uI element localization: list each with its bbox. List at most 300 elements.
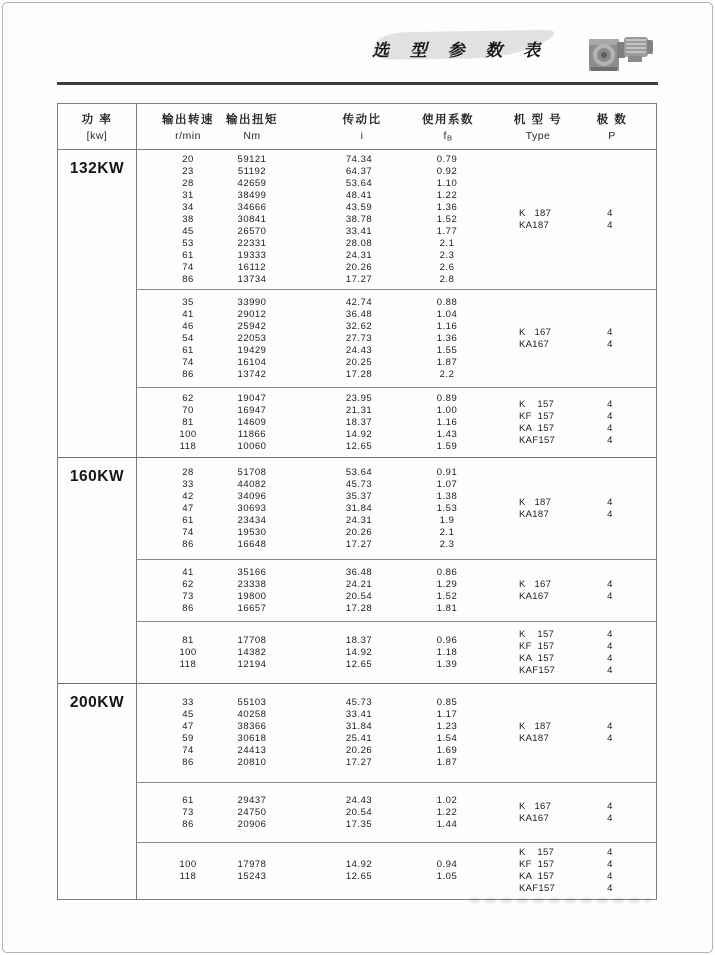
value-cell-type: K 187: [519, 207, 552, 219]
value-cell-service-factor: 1.22: [436, 189, 458, 201]
value-cell-torque: 30841: [237, 213, 267, 225]
value-cell-service-factor: 1.29: [436, 578, 458, 590]
value-cell-type: K 167: [519, 800, 552, 812]
header-rule: [57, 82, 658, 85]
col-ratio-values: [346, 154, 372, 286]
power-cell: [58, 150, 137, 457]
value-cell-type: KA167: [519, 812, 550, 824]
value-cell-torque: 12194: [237, 658, 267, 670]
value-cell-torque: 33990: [237, 296, 267, 308]
value-cell-torque: 35166: [237, 566, 267, 578]
value-cell-ratio: 12.65: [345, 440, 373, 452]
col-torque-values: [238, 635, 267, 671]
value-cell-service-factor: 1.10: [436, 177, 458, 189]
power-section-132kw: [58, 150, 656, 457]
value-cell-torque: 16648: [237, 538, 267, 550]
value-cell-ratio: 45.73: [345, 478, 373, 490]
value-cell-rpm: 41: [182, 308, 194, 320]
value-cell-poles: 4: [607, 434, 613, 446]
value-cell-rpm: 31: [182, 189, 194, 201]
value-cell-torque: 22053: [237, 332, 267, 344]
header-label-en: r/min: [175, 130, 201, 142]
section-blocks: [137, 150, 656, 457]
value-cell-service-factor: 1.69: [436, 745, 458, 756]
col-rpm-values: [182, 297, 194, 381]
value-cell-ratio: 31.84: [345, 502, 373, 514]
value-cell-ratio: 23.95: [345, 392, 373, 404]
value-cell-rpm: 41: [182, 566, 194, 578]
value-cell-poles: 4: [607, 721, 613, 732]
value-cell-type: K 187: [519, 721, 552, 732]
value-cell-rpm: 81: [182, 416, 194, 428]
header-label-en: $f_B$: [443, 129, 453, 143]
value-cell-type: KA167: [519, 338, 550, 350]
value-cell-ratio: 17.28: [345, 602, 373, 614]
value-cell-ratio: 27.73: [345, 332, 373, 344]
col-poles-values: [607, 327, 613, 351]
value-cell-service-factor: 1.07: [436, 478, 458, 490]
header-power: [58, 104, 137, 149]
value-cell-service-factor: 1.52: [436, 590, 458, 602]
value-cell-ratio: 35.37: [345, 490, 373, 502]
col-rpm-values: [182, 154, 194, 286]
value-cell-torque: 44082: [237, 478, 267, 490]
col-torque-values: [238, 697, 267, 769]
value-cell-ratio: 17.27: [345, 273, 373, 285]
value-cell-rpm: 100: [179, 646, 197, 658]
value-cell-type: KA187: [519, 219, 550, 231]
col-rpm-values: [182, 467, 194, 551]
header-label-en: P: [608, 130, 616, 142]
value-cell-ratio: 36.48: [345, 566, 373, 578]
value-cell-type: KAF157: [519, 883, 556, 894]
col-type-values: [519, 497, 551, 521]
value-cell-service-factor: 1.17: [436, 709, 458, 720]
parameter-block: [137, 289, 656, 387]
header-label-zh: 使用系数: [422, 113, 474, 126]
value-cell-ratio: 32.62: [345, 320, 373, 332]
col-torque-values: [238, 859, 267, 883]
value-cell-torque: 23434: [237, 514, 267, 526]
value-cell-type: K 167: [519, 578, 552, 590]
parameter-block: [137, 782, 656, 842]
value-cell-ratio: 20.26: [345, 526, 373, 538]
value-cell-service-factor: 1.39: [436, 658, 458, 670]
col-ratio-values: [346, 297, 372, 381]
value-cell-torque: 22331: [237, 237, 267, 249]
value-cell-type: K 157: [519, 628, 555, 640]
value-cell-rpm: 47: [182, 721, 194, 732]
value-cell-rpm: 74: [182, 745, 194, 756]
value-cell-torque: 34666: [237, 201, 267, 213]
col-type-values: [519, 208, 551, 232]
value-cell-torque: 38366: [237, 721, 267, 732]
print-bleed-artifact: [470, 898, 650, 903]
value-cell-torque: 38499: [237, 189, 267, 201]
value-cell-ratio: 18.37: [345, 634, 373, 646]
col-torque-values: [238, 795, 267, 831]
header-label-en: i: [360, 130, 364, 142]
value-cell-service-factor: 0.96: [436, 634, 458, 646]
value-cell-service-factor: 0.88: [436, 296, 458, 308]
col-poles-values: [607, 579, 613, 603]
col-rpm-values: [182, 697, 194, 769]
value-cell-ratio: 20.25: [345, 356, 373, 368]
col-poles-values: [607, 801, 613, 825]
value-cell-torque: 24750: [237, 806, 267, 818]
value-cell-rpm: 20: [182, 153, 194, 165]
value-cell-poles: 4: [607, 326, 613, 338]
header-label-subscript: B: [446, 133, 453, 143]
value-cell-torque: 16112: [237, 261, 267, 273]
value-cell-torque: 20810: [237, 757, 267, 768]
value-cell-ratio: 53.64: [345, 466, 373, 478]
value-cell-ratio: 42.74: [345, 296, 373, 308]
value-cell-service-factor: 0.91: [436, 466, 458, 478]
value-cell-ratio: 38.78: [345, 213, 373, 225]
col-service-factor-values: [437, 697, 458, 769]
value-cell-torque: 25942: [237, 320, 267, 332]
header-service-factor: [422, 104, 474, 149]
value-cell-torque: 55103: [237, 697, 267, 708]
power-cell: [58, 684, 137, 899]
value-cell-ratio: 14.92: [345, 428, 373, 440]
value-cell-service-factor: 1.00: [436, 404, 458, 416]
value-cell-rpm: 38: [182, 213, 194, 225]
value-cell-poles: 4: [607, 207, 613, 219]
col-type-values: [519, 579, 551, 603]
value-cell-torque: 51708: [237, 466, 267, 478]
value-cell-torque: 19530: [237, 526, 267, 538]
value-cell-ratio: 18.37: [345, 416, 373, 428]
value-cell-torque: 29437: [237, 794, 267, 806]
value-cell-service-factor: 1.36: [436, 332, 458, 344]
value-cell-type: KF 157: [519, 410, 555, 422]
value-cell-service-factor: 2.1: [439, 526, 455, 538]
parameter-block: [137, 458, 656, 559]
col-poles-values: [607, 847, 613, 895]
value-cell-ratio: 48.41: [345, 189, 373, 201]
value-cell-rpm: 59: [182, 733, 194, 744]
col-ratio-values: [346, 859, 372, 883]
col-poles-values: [607, 721, 613, 745]
value-cell-service-factor: 2.3: [439, 538, 455, 550]
value-cell-rpm: 42: [182, 490, 194, 502]
col-torque-values: [238, 297, 267, 381]
value-cell-ratio: 14.92: [345, 646, 373, 658]
value-cell-torque: 29012: [237, 308, 267, 320]
value-cell-poles: 4: [607, 508, 613, 520]
value-cell-rpm: 118: [179, 440, 197, 452]
value-cell-poles: 4: [607, 496, 613, 508]
header-type: [514, 104, 562, 149]
parameter-block: [137, 842, 656, 899]
value-cell-type: KA 157: [519, 652, 555, 664]
header-rpm: [162, 104, 214, 149]
power-section-200kw: [58, 683, 656, 899]
value-cell-torque: 15243: [237, 871, 267, 882]
col-torque-values: [238, 567, 267, 615]
power-label: 132KW: [69, 160, 125, 177]
value-cell-ratio: 33.41: [345, 225, 373, 237]
value-cell-rpm: 86: [182, 818, 194, 830]
value-cell-service-factor: 2.6: [439, 261, 455, 273]
value-cell-type: KA 157: [519, 422, 555, 434]
parameter-block: [137, 559, 656, 621]
value-cell-type: K 187: [519, 496, 552, 508]
col-ratio-values: [346, 635, 372, 671]
value-cell-rpm: 73: [182, 806, 194, 818]
col-service-factor-values: [437, 154, 458, 286]
value-cell-poles: 4: [607, 664, 613, 676]
value-cell-rpm: 86: [182, 538, 194, 550]
value-cell-ratio: 17.28: [345, 368, 373, 380]
header-torque: [226, 104, 278, 149]
value-cell-service-factor: 1.81: [436, 602, 458, 614]
header-poles: [597, 104, 628, 149]
value-cell-service-factor: 1.16: [436, 416, 458, 428]
col-poles-values: [607, 497, 613, 521]
value-cell-poles: 4: [607, 652, 613, 664]
value-cell-torque: 19800: [237, 590, 267, 602]
value-cell-ratio: 31.84: [345, 721, 373, 732]
col-type-values: [519, 847, 555, 895]
value-cell-rpm: 86: [182, 368, 194, 380]
value-cell-rpm: 61: [182, 249, 194, 261]
value-cell-poles: 4: [607, 871, 613, 882]
value-cell-rpm: 61: [182, 514, 194, 526]
value-cell-torque: 24413: [237, 745, 267, 756]
value-cell-service-factor: 0.86: [436, 566, 458, 578]
value-cell-poles: 4: [607, 640, 613, 652]
value-cell-ratio: 20.54: [345, 806, 373, 818]
value-cell-torque: 13734: [237, 273, 267, 285]
value-cell-torque: 40258: [237, 709, 267, 720]
col-poles-values: [607, 399, 613, 447]
header-label-zh: 输出扭矩: [226, 114, 278, 126]
value-cell-torque: 10060: [237, 440, 267, 452]
value-cell-service-factor: 1.36: [436, 201, 458, 213]
value-cell-rpm: 81: [182, 634, 194, 646]
col-ratio-values: [346, 567, 372, 615]
table-body: [58, 150, 656, 899]
value-cell-poles: 4: [607, 398, 613, 410]
value-cell-ratio: 74.34: [345, 153, 373, 165]
power-label: 160KW: [69, 468, 125, 485]
header-label-zh: 传动比: [342, 114, 382, 126]
value-cell-service-factor: 1.38: [436, 490, 458, 502]
parameter-block: [137, 387, 656, 457]
col-service-factor-values: [437, 567, 458, 615]
col-rpm-values: [179, 859, 196, 883]
value-cell-service-factor: 1.59: [436, 440, 458, 452]
value-cell-service-factor: 1.87: [436, 356, 458, 368]
value-cell-rpm: 86: [182, 273, 194, 285]
value-cell-service-factor: 1.87: [436, 757, 458, 768]
value-cell-service-factor: 2.1: [439, 237, 455, 249]
col-poles-values: [607, 208, 613, 232]
col-type-values: [519, 327, 551, 351]
value-cell-poles: 4: [607, 628, 613, 640]
value-cell-poles: 4: [607, 422, 613, 434]
value-cell-poles: 4: [607, 338, 613, 350]
value-cell-ratio: 12.65: [345, 871, 373, 882]
value-cell-torque: 59121: [237, 153, 267, 165]
value-cell-service-factor: 1.23: [436, 721, 458, 732]
value-cell-rpm: 54: [182, 332, 194, 344]
value-cell-rpm: 86: [182, 757, 194, 768]
value-cell-rpm: 62: [182, 392, 194, 404]
value-cell-torque: 51192: [237, 165, 267, 177]
value-cell-rpm: 100: [179, 859, 197, 870]
value-cell-rpm: 70: [182, 404, 194, 416]
value-cell-ratio: 64.37: [345, 165, 373, 177]
header-label-zh: 极 数: [596, 114, 628, 126]
parameter-block: [137, 150, 656, 289]
parameter-table: [57, 103, 657, 900]
value-cell-rpm: 74: [182, 261, 194, 273]
value-cell-service-factor: 1.52: [436, 213, 458, 225]
col-service-factor-values: [437, 297, 458, 381]
col-rpm-values: [182, 567, 194, 615]
value-cell-service-factor: 0.85: [436, 697, 458, 708]
value-cell-torque: 23338: [237, 578, 267, 590]
value-cell-ratio: 33.41: [345, 709, 373, 720]
value-cell-rpm: 23: [182, 165, 194, 177]
value-cell-service-factor: 1.05: [436, 871, 458, 882]
col-type-values: [519, 629, 555, 677]
value-cell-ratio: 43.59: [345, 201, 373, 213]
value-cell-torque: 14382: [237, 646, 267, 658]
col-poles-values: [607, 629, 613, 677]
col-ratio-values: [346, 393, 372, 453]
value-cell-ratio: 25.41: [345, 733, 373, 744]
value-cell-torque: 17708: [237, 634, 267, 646]
value-cell-poles: 4: [607, 219, 613, 231]
value-cell-torque: 16657: [237, 602, 267, 614]
value-cell-type: KAF157: [519, 664, 556, 676]
value-cell-rpm: 33: [182, 697, 194, 708]
value-cell-rpm: 74: [182, 356, 194, 368]
value-cell-type: KA 157: [519, 871, 555, 882]
header-label-zh: 机 型 号: [513, 114, 563, 126]
power-cell: [58, 458, 137, 683]
value-cell-service-factor: 1.43: [436, 428, 458, 440]
col-rpm-values: [182, 795, 194, 831]
col-service-factor-values: [437, 393, 458, 453]
col-type-values: [519, 399, 555, 447]
value-cell-rpm: 45: [182, 225, 194, 237]
power-section-160kw: [58, 457, 656, 683]
col-ratio-values: [346, 697, 372, 769]
value-cell-rpm: 34: [182, 201, 194, 213]
value-cell-service-factor: 0.79: [436, 153, 458, 165]
value-cell-poles: 4: [607, 590, 613, 602]
value-cell-service-factor: 0.89: [436, 392, 458, 404]
gearmotor-photo-icon: [584, 30, 658, 76]
value-cell-torque: 30618: [237, 733, 267, 744]
value-cell-ratio: 21.31: [345, 404, 373, 416]
value-cell-rpm: 73: [182, 590, 194, 602]
col-service-factor-values: [437, 635, 458, 671]
value-cell-rpm: 100: [179, 428, 197, 440]
value-cell-rpm: 118: [179, 871, 197, 882]
col-type-values: [519, 801, 551, 825]
value-cell-rpm: 46: [182, 320, 194, 332]
value-cell-service-factor: 2.3: [439, 249, 455, 261]
value-cell-poles: 4: [607, 578, 613, 590]
value-cell-ratio: 14.92: [345, 859, 373, 870]
value-cell-rpm: 53: [182, 237, 194, 249]
value-cell-ratio: 24.31: [345, 514, 373, 526]
value-cell-poles: 4: [607, 847, 613, 858]
value-cell-torque: 42659: [237, 177, 267, 189]
value-cell-torque: 20906: [237, 818, 267, 830]
value-cell-service-factor: 2.2: [439, 368, 455, 380]
value-cell-rpm: 28: [182, 177, 194, 189]
value-cell-torque: 26570: [237, 225, 267, 237]
parameter-block: [137, 684, 656, 782]
value-cell-ratio: 24.43: [345, 794, 373, 806]
header-label-zh: 输出转速: [162, 114, 214, 126]
col-type-values: [519, 721, 551, 745]
value-cell-rpm: 45: [182, 709, 194, 720]
value-cell-type: KA167: [519, 590, 550, 602]
value-cell-service-factor: 1.53: [436, 502, 458, 514]
value-cell-ratio: 36.48: [345, 308, 373, 320]
value-cell-ratio: 45.73: [345, 697, 373, 708]
value-cell-torque: 19333: [237, 249, 267, 261]
header-label-en: Type: [525, 130, 551, 142]
value-cell-ratio: 24.31: [345, 249, 373, 261]
value-cell-service-factor: 1.04: [436, 308, 458, 320]
value-cell-poles: 4: [607, 733, 613, 744]
value-cell-torque: 13742: [237, 368, 267, 380]
value-cell-service-factor: 1.16: [436, 320, 458, 332]
value-cell-ratio: 17.27: [345, 538, 373, 550]
value-cell-torque: 34096: [237, 490, 267, 502]
col-ratio-values: [346, 795, 372, 831]
value-cell-service-factor: 1.18: [436, 646, 458, 658]
value-cell-rpm: 61: [182, 794, 194, 806]
col-ratio-values: [346, 467, 372, 551]
value-cell-torque: 17978: [237, 859, 267, 870]
value-cell-poles: 4: [607, 800, 613, 812]
value-cell-rpm: 86: [182, 602, 194, 614]
value-cell-service-factor: 1.9: [439, 514, 455, 526]
value-cell-type: K 157: [519, 398, 555, 410]
value-cell-poles: 4: [607, 812, 613, 824]
value-cell-poles: 4: [607, 410, 613, 422]
col-service-factor-values: [437, 859, 458, 883]
value-cell-type: KF 157: [519, 859, 555, 870]
value-cell-service-factor: 1.02: [436, 794, 458, 806]
value-cell-torque: 16104: [237, 356, 267, 368]
value-cell-type: K 167: [519, 326, 552, 338]
value-cell-rpm: 74: [182, 526, 194, 538]
value-cell-service-factor: 1.22: [436, 806, 458, 818]
value-cell-type: KA187: [519, 733, 550, 744]
value-cell-torque: 11866: [237, 428, 267, 440]
header-label-zh: 功 率: [81, 114, 113, 126]
value-cell-service-factor: 0.94: [436, 859, 458, 870]
value-cell-type: KA187: [519, 508, 550, 520]
col-rpm-values: [179, 635, 196, 671]
value-cell-ratio: 20.54: [345, 590, 373, 602]
value-cell-rpm: 28: [182, 466, 194, 478]
col-rpm-values: [179, 393, 196, 453]
value-cell-ratio: 17.27: [345, 757, 373, 768]
